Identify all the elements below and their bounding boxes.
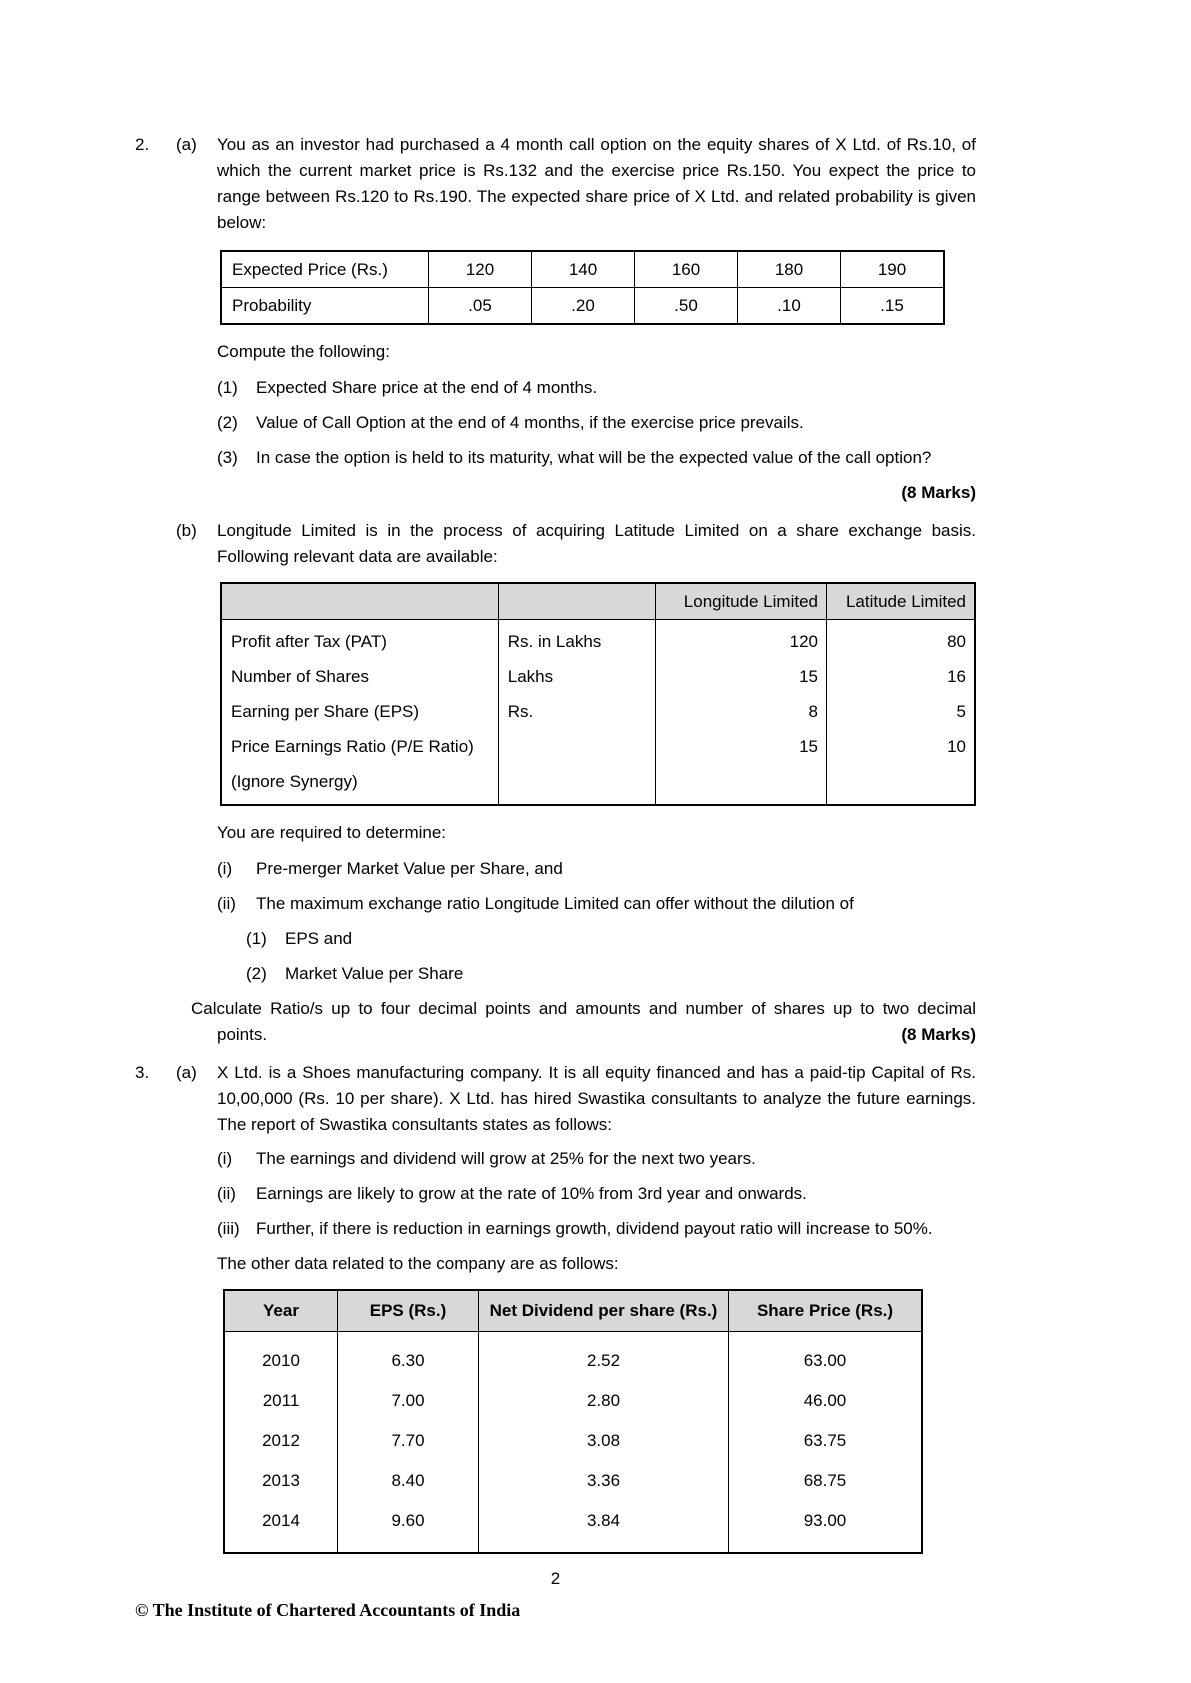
table-row (221, 251, 944, 288)
list-item-text: Market Value per Share (285, 964, 464, 983)
list-item-text: The maximum exchange ratio Longitude Limited can offer without the dilution of (256, 894, 854, 913)
table-row (224, 1381, 922, 1421)
question-2b-label: (b) (176, 521, 197, 540)
list-item (217, 445, 976, 471)
page-number: 2 (550, 1569, 561, 1588)
note-line-2 (217, 1022, 976, 1048)
value-cell: 5 (827, 694, 976, 729)
question-2a-body (217, 132, 976, 518)
table-cell: 2010 (224, 1332, 338, 1382)
value-cell: 15 (656, 659, 827, 694)
table-cell: 2013 (224, 1461, 338, 1501)
table-cell: 2011 (224, 1381, 338, 1421)
table-cell: 2.80 (479, 1381, 729, 1421)
table-header-cell (221, 583, 498, 620)
value-cell: 80 (827, 620, 976, 660)
table-row (224, 1501, 922, 1553)
question-2b-intro: Longitude Limited is in the process of acquiring Latitude Limited on a share exchange basis. Following relevant data are available: (217, 521, 976, 566)
list-marker: (1) (217, 378, 238, 397)
table-header-row (224, 1290, 922, 1332)
table-header-row (221, 583, 975, 620)
question-3a-intro: X Ltd. is a Shoes manufacturing company. It is all equity financed and has a paid-tip Capital of Rs. 10,00,000 (Rs. 10 per share). X Ltd. has hired Swastika consultants to analyze the future earnings. The report of Swastika consultants states as follows: (217, 1063, 976, 1134)
table-cell: 120 (429, 251, 532, 288)
question-2b-body (191, 518, 976, 1048)
value-cell: 16 (827, 659, 976, 694)
list-item (246, 961, 976, 987)
list-item (217, 891, 976, 917)
list-item (217, 410, 976, 436)
expected-price-table (220, 250, 945, 325)
row-label: Expected Price (Rs.) (221, 251, 429, 288)
row-label: (Ignore Synergy) (221, 764, 498, 805)
question-2a-label: (a) (176, 135, 197, 154)
sub-list (246, 926, 976, 987)
list-marker: (2) (217, 413, 238, 432)
table-cell: 63.75 (729, 1421, 923, 1461)
table-cell: 2012 (224, 1421, 338, 1461)
table-cell: 2014 (224, 1501, 338, 1553)
table-header-cell: Net Dividend per share (Rs.) (479, 1290, 729, 1332)
list-item-text: In case the option is held to its maturity, what will be the expected value of the call option? (256, 448, 932, 467)
row-label: Profit after Tax (PAT) (221, 620, 498, 660)
table-row (221, 729, 975, 764)
unit-cell: Lakhs (498, 659, 656, 694)
table-header-cell: Year (224, 1290, 338, 1332)
list-marker: (ii) (217, 1184, 236, 1203)
question-3 (135, 1060, 976, 1554)
table-header-cell (498, 583, 656, 620)
list-marker: (i) (217, 1149, 233, 1168)
list-marker: (i) (217, 859, 233, 878)
table-cell: .05 (429, 288, 532, 325)
table-row (224, 1332, 922, 1382)
question-2 (135, 132, 976, 518)
company-history-table (223, 1289, 923, 1554)
table-header-cell: EPS (Rs.) (338, 1290, 479, 1332)
merger-data-table (220, 582, 976, 806)
list-item-text: Further, if there is reduction in earnings growth, dividend payout ratio will increase to 50%. (256, 1219, 933, 1238)
list-item-text: Earnings are likely to grow at the rate of 10% from 3rd year and onwards. (256, 1184, 807, 1203)
row-label: Price Earnings Ratio (P/E Ratio) (221, 729, 498, 764)
list-item (217, 856, 976, 882)
question-2b (135, 518, 976, 1048)
value-cell (827, 764, 976, 805)
table-row (224, 1461, 922, 1501)
table-header-cell: Longitude Limited (656, 583, 827, 620)
table-cell: 180 (738, 251, 841, 288)
table-cell: 9.60 (338, 1501, 479, 1553)
value-cell (656, 764, 827, 805)
list-marker: (ii) (217, 894, 236, 913)
list-item (217, 1181, 976, 1207)
table-cell: 68.75 (729, 1461, 923, 1501)
table-cell: 7.00 (338, 1381, 479, 1421)
table-row (221, 764, 975, 805)
list-marker: (3) (217, 448, 238, 467)
table-row (221, 659, 975, 694)
table-cell: .15 (841, 288, 945, 325)
row-label: Probability (221, 288, 429, 325)
table-row (221, 288, 944, 325)
table-cell: .50 (635, 288, 738, 325)
list-item-text: Value of Call Option at the end of 4 months, if the exercise price prevails. (256, 413, 804, 432)
table-cell: 3.08 (479, 1421, 729, 1461)
table-cell: 93.00 (729, 1501, 923, 1553)
table-row (221, 694, 975, 729)
determine-heading: You are required to determine: (217, 823, 447, 842)
table-row (224, 1421, 922, 1461)
value-cell: 8 (656, 694, 827, 729)
table-cell: 3.84 (479, 1501, 729, 1553)
marks-text: (8 Marks) (901, 483, 976, 502)
list-item-text: Pre-merger Market Value per Share, and (256, 859, 563, 878)
question-3a-body (217, 1060, 976, 1554)
table-cell: 140 (532, 251, 635, 288)
list-item (246, 926, 976, 952)
table-cell: .20 (532, 288, 635, 325)
note-line-1: Calculate Ratio/s up to four decimal points and amounts and number of shares up to two decimal (191, 999, 976, 1018)
unit-cell: Rs. in Lakhs (498, 620, 656, 660)
table-cell: 6.30 (338, 1332, 479, 1382)
question-3a-label: (a) (176, 1063, 197, 1082)
value-cell: 120 (656, 620, 827, 660)
spacer (217, 1138, 976, 1146)
compute-heading: Compute the following: (217, 342, 390, 361)
table-cell: 190 (841, 251, 945, 288)
list-item-text: EPS and (285, 929, 353, 948)
note-line-2-text: points. (217, 1025, 268, 1044)
question-2-number: 2. (135, 135, 150, 154)
row-label: Earning per Share (EPS) (221, 694, 498, 729)
unit-cell: Rs. (498, 694, 656, 729)
list-marker: (iii) (217, 1219, 240, 1238)
table-cell: 46.00 (729, 1381, 923, 1421)
page-content (135, 132, 976, 1592)
copyright-footer: © The Institute of Chartered Accountants of India (135, 1600, 521, 1620)
list-item (217, 1146, 976, 1172)
table-cell: .10 (738, 288, 841, 325)
question-2a-intro: You as an investor had purchased a 4 month call option on the equity shares of X Ltd. of Rs.10, of which the current market price is Rs.132 and the exercise price Rs.150. You expect the price to range between Rs.120 to Rs.190. The expected share price of X Ltd. and related probability is given below: (217, 135, 976, 232)
table-cell: 160 (635, 251, 738, 288)
table-cell: 7.70 (338, 1421, 479, 1461)
spacer (135, 1048, 976, 1060)
unit-cell (498, 729, 656, 764)
unit-cell (498, 764, 656, 805)
list-item (217, 1216, 976, 1242)
list-item (217, 375, 976, 401)
list-marker: (1) (246, 929, 267, 948)
table-header-cell: Share Price (Rs.) (729, 1290, 923, 1332)
table-row (221, 620, 975, 660)
table-cell: 3.36 (479, 1461, 729, 1501)
table-header-cell: Latitude Limited (827, 583, 976, 620)
question-3-number: 3. (135, 1063, 150, 1082)
list-item-text: Expected Share price at the end of 4 months. (256, 378, 598, 397)
list-item-text: The earnings and dividend will grow at 25% for the next two years. (256, 1149, 756, 1168)
marks-text: (8 Marks) (901, 1025, 976, 1044)
value-cell: 10 (827, 729, 976, 764)
list-marker: (2) (246, 964, 267, 983)
table-cell: 2.52 (479, 1332, 729, 1382)
value-cell: 15 (656, 729, 827, 764)
calculation-note (191, 996, 976, 1048)
row-label: Number of Shares (221, 659, 498, 694)
other-data-heading: The other data related to the company are as follows: (217, 1254, 619, 1273)
table-cell: 8.40 (338, 1461, 479, 1501)
table-cell: 63.00 (729, 1332, 923, 1382)
